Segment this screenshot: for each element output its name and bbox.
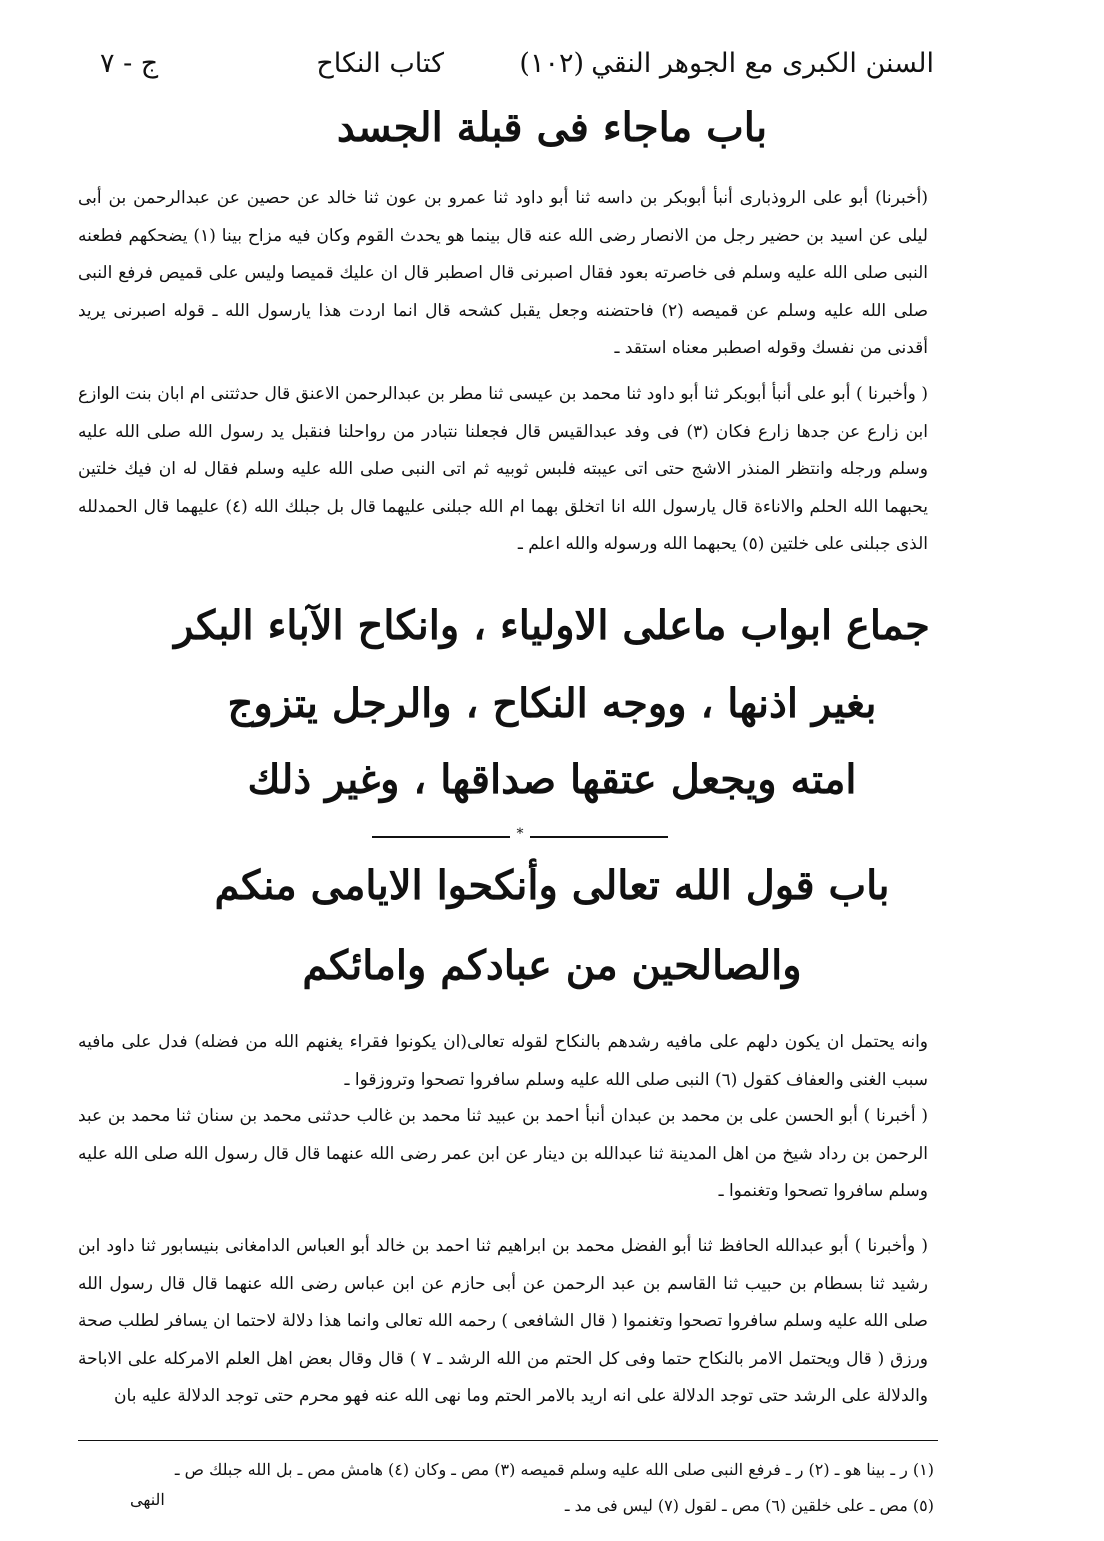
section-heading-line: والصالحين من عبادكم وامائكم bbox=[302, 942, 802, 989]
book-title: السنن الكبرى مع الجوهر النقي bbox=[591, 48, 934, 79]
section-heading-kiss: باب ماجاء فى قبلة الجسد bbox=[336, 104, 768, 151]
chapter-title: كتاب النكاح bbox=[316, 48, 444, 79]
page-number: (١٠٢) bbox=[519, 48, 584, 79]
volume-label: ج - ٧ bbox=[100, 48, 159, 79]
footnote-line: (١) ر ـ بينا هو ـ (٢) ر ـ فرفع النبى صلى الله عليه وسلم قميصه (٣) مص ـ وكان (٤) هامش مص ـ بل الله جبلك ص ـ bbox=[174, 1460, 934, 1479]
chapter-heading-line: جماع ابواب ماعلى الاولياء ، وانكاح الآباء البكر bbox=[174, 602, 930, 649]
running-header bbox=[100, 44, 934, 94]
footnote-rule bbox=[78, 1440, 938, 1441]
hadith-paragraph: (أخبرنا) أبو على الروذبارى أنبأ أبوبكر بن داسه ثنا أبو داود ثنا عمرو بن عون ثنا خالد عن حصين عن عبدالرحمن بن أبى ليلى عن اسيد بن حضير رجل من الانصار رضى الله عنه قال بينما هو يحدث القوم وكان فيه مزاح بينا (١) يضحكهم فطعنه النبى صلى الله عليه وسلم فى خاصرته بعود فقال اصبرنى قال اصطبر قال ان عليك قميصا وليس على قميص فرفع النبى صلى الله عليه وسلم عن قميصه (٢) فاحتضنه وجعل يقبل كشحه قال انما اردت هذا يارسول الله ـ قوله اصبرنى يريد أقدنى من نفسك وقوله اصطبر معناه استقد ـ bbox=[78, 188, 929, 358]
footnotes bbox=[80, 1452, 934, 1524]
chapter-heading-line: امته ويجعل عتقها صداقها ، وغير ذلك bbox=[247, 756, 857, 803]
catchword: النهى bbox=[130, 1490, 165, 1509]
hadith-paragraph: ( وأخبرنا ) أبو على أنبأ أبوبكر ثنا أبو داود ثنا محمد بن عيسى ثنا مطر بن عبدالرحمن الاعنق قال حدثتنى ام ابان بنت الوازع ابن زارع عن جدها زارع فكان (٣) فى وفد عبدالقيس قال فجعلنا نتبادر من رواحلنا فنقبل يد رسول الله صلى الله عليه وسلم ورجله وانتظر المنذر الاشج حتى اتى عيبته فلبس ثوبيه ثم اتى النبى صلى الله عليه وسلم فقال له ان فيك خلتين يحبهما الله الحلم والاناءة قال يارسول الله انا اتخلق بهما ام الله جبلنى عليهما قال بل جبلك الله (٤) عليهما قال الحمدلله الذى جبلنى على خلتين (٥) يحبهما الله ورسوله والله اعلم ـ bbox=[78, 384, 928, 554]
section-heading-line: باب قول الله تعالى وأنكحوا الايامى منكم bbox=[214, 862, 890, 909]
commentary-paragraph: وانه يحتمل ان يكون دلهم على مافيه رشدهم بالنكاح لقوله تعالى(ان يكونوا فقراء يغنهم الله من فضله) فدل على مافيه سبب الغنى والعفاف كقول (٦) النبى صلى الله عليه وسلم سافروا تصحوا وتروزقوا ـ bbox=[78, 1032, 928, 1090]
hadith-paragraph: ( وأخبرنا ) أبو عبدالله الحافظ ثنا أبو الفضل محمد بن ابراهيم ثنا احمد بن خالد أبو العباس الدامغانى بنيسابور ثنا داود ابن رشيد ثنا بسطام بن حبيب ثنا القاسم بن عبد الرحمن عن أبى حازم عن ابن عباس رضى الله عنهما قال قال رسول الله صلى الله عليه وسلم سافروا تصحوا وتغنموا ( قال الشافعى ) رحمه الله تعالى وانما هذا دلالة لاحتما ان يسافر لطلب صحة ورزق ( قال ويحتمل الامر بالنكاح حتما وفى كل الحتم من الله الرشد ـ ٧ ) قال وقال بعض اهل العلم الامركله على الاباحة والدلالة على الرشد حتى توجد الدلالة على انه اريد بالامر الحتم وما نهى الله عنه فهو محرم حتى توجد الدلالة عليه بان bbox=[78, 1236, 928, 1406]
footnote-line: (٥) مص ـ على خلقين (٦) مص ـ لقول (٧) ليس فى مد ـ bbox=[564, 1496, 934, 1515]
chapter-heading-line: بغير اذنها ، ووجه النكاح ، والرجل يتزوج bbox=[227, 680, 877, 727]
star-icon: * bbox=[516, 826, 524, 842]
ornamental-divider bbox=[372, 826, 668, 846]
hadith-paragraph: ( أخبرنا ) أبو الحسن على بن محمد بن عبدان أنبأ احمد بن عبيد ثنا محمد بن غالب حدثنى محمد بن سنان ثنا محمد بن عبد الرحمن بن رداد شيخ من اهل المدينة ثنا عبدالله بن دينار عن ابن عمر رضى الله عنهما قال قال رسول الله صلى الله عليه وسلم سافروا تصحوا وتغنموا ـ bbox=[78, 1106, 928, 1201]
